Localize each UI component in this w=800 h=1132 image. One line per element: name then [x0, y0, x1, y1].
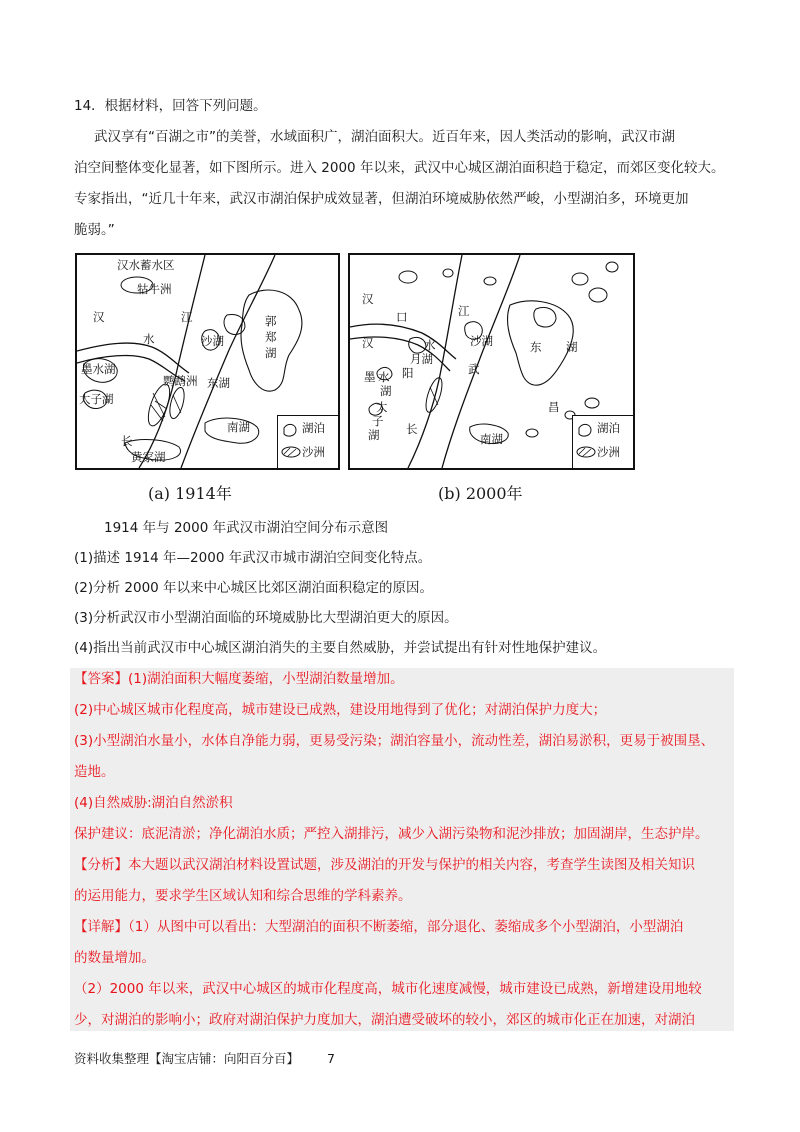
answer-tag: 【答案】 [74, 671, 128, 687]
analysis-text: 本大题以武汉湖泊材料设置试题，涉及湖泊的开发与保护的相关内容，考查学生读图及相关知识 [128, 857, 695, 873]
label-tai: 太 [376, 400, 388, 414]
legend-lake-label: 湖泊 [302, 421, 325, 435]
detail-line-3: （2）2000 年以来，武汉中心城区的城市化程度高，城市化速度减慢，城市建设已成熟，新增建设用地较 [74, 981, 702, 997]
answer-1: (1)湖泊面积大幅度萎缩，小型湖泊数量增加。 [128, 671, 404, 687]
map-1914-caption: (a) 1914年 [148, 484, 232, 503]
label-kou: 口 [396, 310, 408, 324]
footer-text: 资料收集整理【淘宝店铺：向阳百分百】 [74, 1051, 300, 1066]
label-guo: 郭 [265, 314, 277, 328]
detail-line-4: 少，对湖泊的影响小；政府对湖泊保护力度加大，湖泊遭受破坏的较小，郊区的城市化正在加速，对湖泊 [74, 1012, 695, 1028]
question-title: 14．根据材料，回答下列问题。 [74, 98, 267, 114]
answer-line-1 [74, 669, 404, 689]
detail-line-2: 的数量增加。 [74, 950, 155, 966]
material-line: 专家指出，“近几十年来，武汉市湖泊保护成效显著，但湖泊环境威胁依然严峻，小型湖泊多，环境更加 [74, 191, 689, 207]
sub-question: (4)指出当前武汉市中心城区湖泊消失的主要自然威胁，并尝试提出有针对性地保护建议。 [74, 640, 607, 656]
label-han: 汉 [93, 310, 105, 324]
answer-4-advice: 保护建议：底泥清淤；净化湖泊水质；严控入湖排污，减少入湖污染物和泥沙排放；加固湖岸，生态护岸。 [74, 826, 709, 842]
detail-tag: 【详解】 [74, 919, 128, 935]
label-wu: 武 [468, 362, 480, 376]
detail-text: （1）从图中可以看出：大型湖泊的面积不断萎缩，部分退化、萎缩成多个小型湖泊，小型湖泊 [128, 919, 684, 935]
sub-question: (2)分析 2000 年以来中心城区比郊区湖泊面积稳定的原因。 [74, 580, 434, 596]
label-nanhu: 南湖 [480, 432, 503, 446]
label-chang: 长 [121, 434, 133, 448]
label-hu3: 湖 [566, 340, 578, 354]
label-shui: 水 [143, 332, 155, 346]
detail-line-1 [74, 917, 683, 937]
label-chang2: 长 [406, 422, 418, 436]
material-line: 脆弱。” [74, 222, 115, 238]
map-1914 [75, 253, 340, 470]
analysis-line-1 [74, 855, 695, 875]
label-yingwuzhou: 鹦鹉洲 [163, 374, 198, 388]
legend-sand-label: 沙洲 [597, 445, 620, 459]
label-hu2: 湖 [368, 428, 380, 442]
label-shui: 水 [424, 338, 436, 352]
answer-4: (4)自然威胁:湖泊自然淤积 [74, 795, 233, 811]
label-mo: 墨 [364, 370, 376, 384]
answer-background [70, 668, 734, 1031]
legend-lake-label: 湖泊 [597, 421, 620, 435]
label-huangjiahu: 黄家湖 [131, 450, 166, 464]
label-shahu: 沙湖 [470, 334, 493, 348]
legend-sand-label: 沙洲 [302, 445, 325, 459]
label-donghu: 东湖 [207, 376, 230, 390]
label-moshuihu: 墨水湖 [81, 362, 116, 376]
label-yang: 阳 [402, 366, 414, 380]
material-line: 泊空间整体变化显著，如下图所示。进入 2000 年以来，武汉中心城区湖泊面积趋于稳定，而郊区变化较大。 [74, 160, 725, 176]
answer-2: (2)中心城区城市化程度高，城市建设已成熟，建设用地得到了优化；对湖泊保护力度大； [74, 702, 607, 718]
label-nanhu: 南湖 [227, 420, 250, 434]
label-hu: 湖 [380, 384, 392, 398]
map-2000-caption: (b) 2000年 [438, 484, 523, 503]
figure-caption: 1914 年与 2000 年武汉市湖泊空间分布示意图 [104, 520, 389, 536]
label-chang: 昌 [548, 400, 560, 414]
sub-question: (3)分析武汉市小型湖泊面临的环境威胁比大型湖泊更大的原因。 [74, 610, 458, 626]
page-number: 7 [326, 1051, 335, 1066]
analysis-line-2: 的运用能力，要求学生区域认知和综合思维的学科素养。 [74, 888, 412, 904]
label-jiang: 江 [181, 310, 193, 324]
label-jiang: 江 [458, 304, 470, 318]
label-shui2: 水 [378, 370, 390, 384]
label-zi: 子 [372, 414, 384, 428]
sub-question: (1)描述 1914 年—2000 年武汉市城市湖泊空间变化特点。 [74, 550, 432, 566]
analysis-tag: 【分析】 [74, 857, 128, 873]
label-taizihu: 太子湖 [79, 392, 114, 406]
map-legend [572, 415, 633, 468]
label-hu: 湖 [265, 346, 277, 360]
label-zheng: 郑 [265, 330, 277, 344]
label-hanshui: 汉水蓄水区 [117, 258, 175, 272]
label-han: 汉 [362, 292, 374, 306]
map-legend [277, 415, 338, 468]
footer [74, 1049, 335, 1067]
label-han2: 汉 [362, 336, 374, 350]
label-chuniuzhou: 牯牛洲 [137, 282, 172, 296]
label-dong: 东 [530, 340, 542, 354]
label-yuehu: 月湖 [410, 352, 433, 366]
answer-3-line2: 造地。 [74, 764, 115, 780]
answer-3-line1: (3)小型湖泊水量小，水体自净能力弱，更易受污染；湖泊容量小，流动性差，湖泊易淤积，更易于被围垦、 [74, 733, 715, 749]
material-line: 武汉享有“百湖之市”的美誉，水域面积广，湖泊面积大。近百年来，因人类活动的影响，武汉市湖 [94, 129, 675, 145]
map-2000 [348, 253, 635, 470]
label-shahu: 沙湖 [201, 334, 224, 348]
